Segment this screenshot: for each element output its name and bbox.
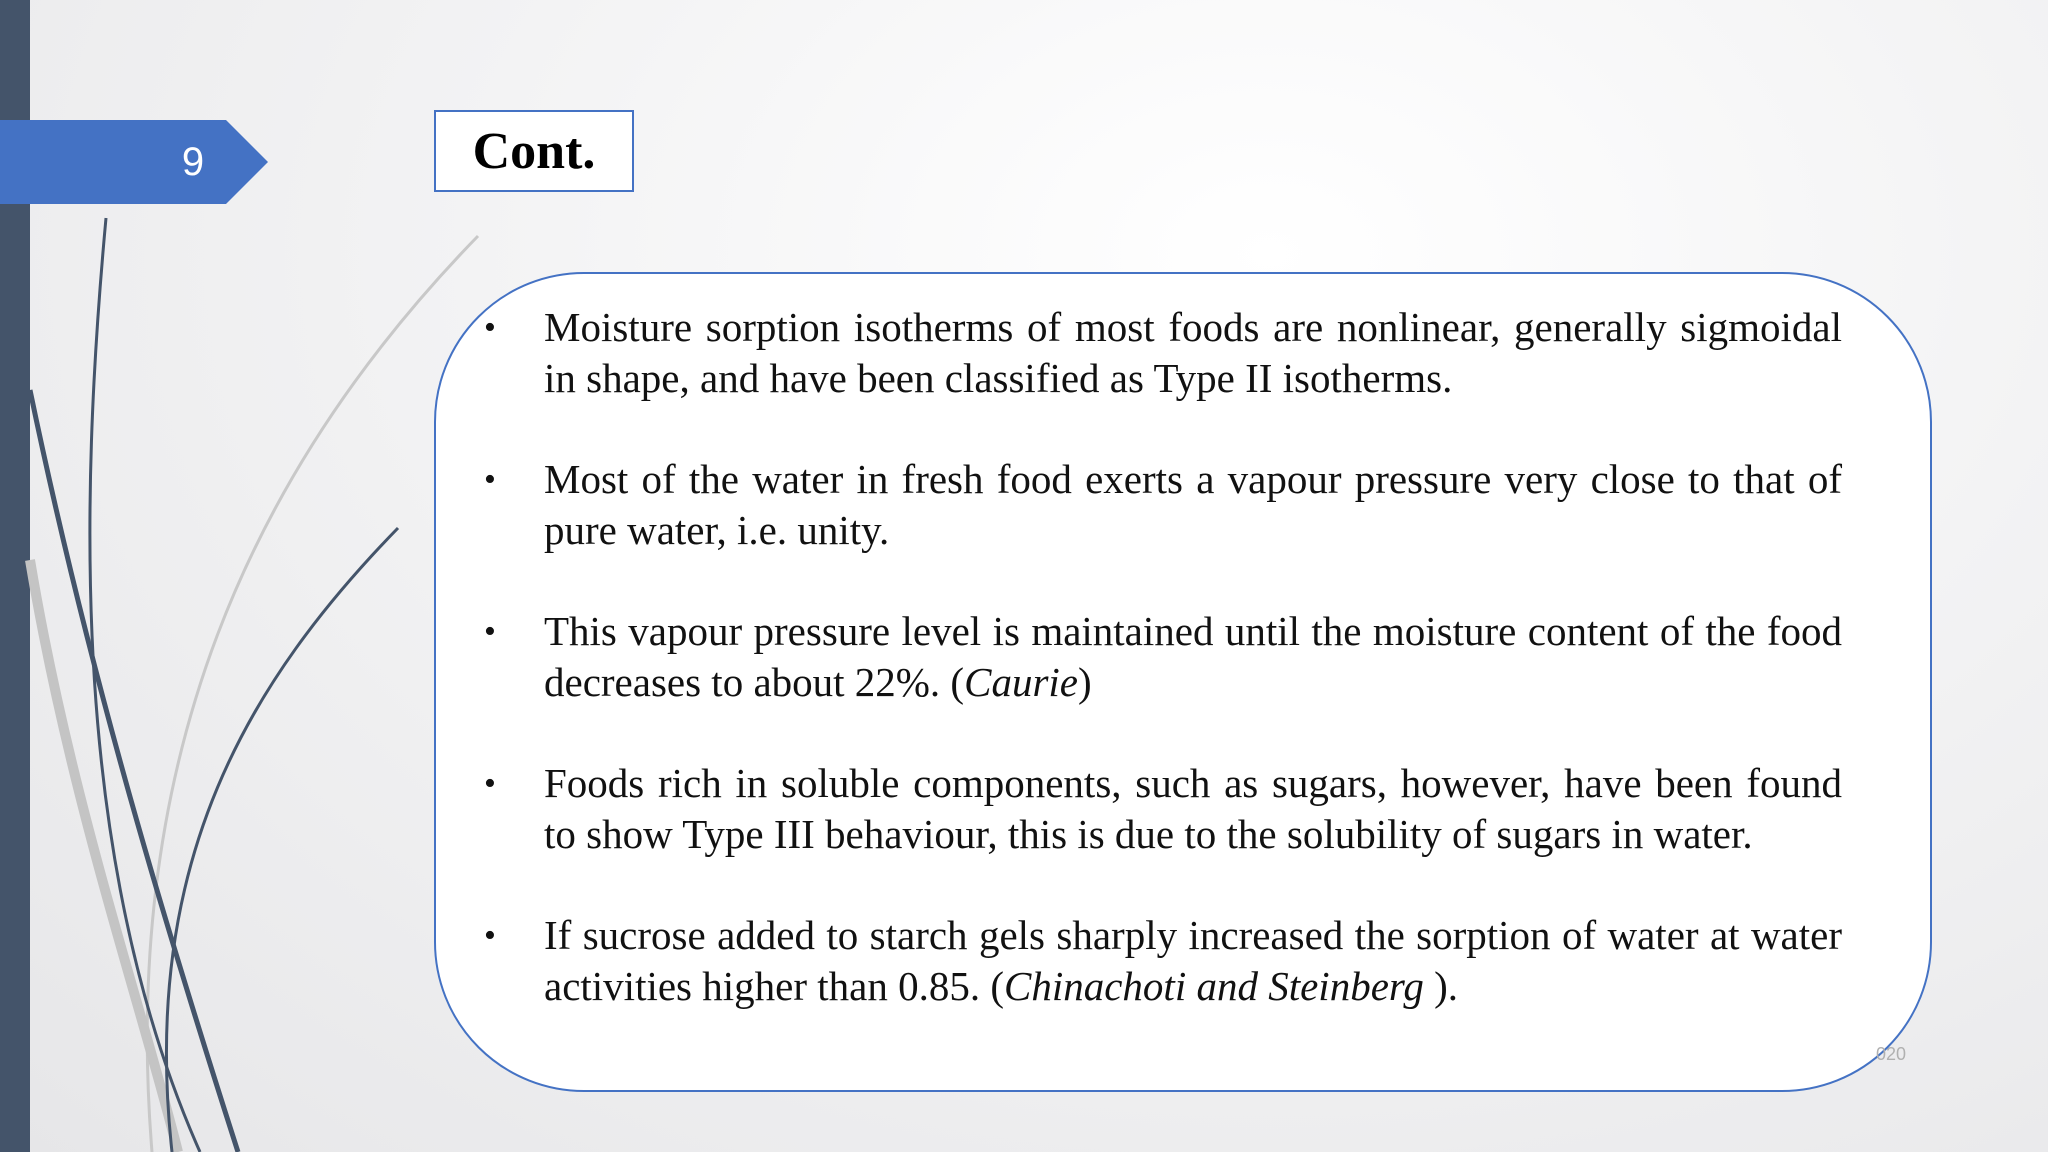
bullet-marker: •	[484, 765, 496, 802]
slide-title: Cont.	[472, 122, 596, 180]
decor-curve-gray-2	[30, 560, 178, 1152]
bullet-text: Foods rich in soluble components, such as sugars, however, have been found to show Type III behaviour, this is due to the solubility of sugars in water.	[544, 760, 1842, 857]
citation: Caurie	[964, 659, 1078, 705]
decor-curve-dark-3	[166, 528, 398, 1152]
bullet-text: Most of the water in fresh food exerts a vapour pressure very close to that of pure water, i.e. unity.	[544, 456, 1842, 553]
title-box	[434, 110, 634, 192]
citation-suffix: ).	[1423, 963, 1458, 1009]
footer-year: 020	[1876, 1044, 1907, 1064]
citation: Chinachoti and Steinberg	[1004, 963, 1424, 1009]
bullet-item-2	[484, 454, 1842, 556]
bullet-item-4	[484, 758, 1842, 860]
bullet-marker: •	[484, 309, 496, 346]
bullet-text: Moisture sorption isotherms of most foods are nonlinear, generally sigmoidal in shape, and have been classified as Type II isotherms.	[544, 304, 1842, 401]
decor-curve-dark-1	[90, 218, 200, 1152]
bullet-text: If sucrose added to starch gels sharply increased the sorption of water at water activities higher than 0.85. (	[544, 912, 1842, 1009]
slide-number: 9	[181, 140, 205, 184]
bullet-marker: •	[484, 461, 496, 498]
bullet-marker: •	[484, 917, 496, 954]
bullet-item-5	[484, 910, 1842, 1012]
bullet-item-1	[484, 302, 1842, 404]
citation-suffix: )	[1078, 659, 1092, 705]
bullet-text: This vapour pressure level is maintained until the moisture content of the food decreases to about 22%. (	[544, 608, 1842, 705]
content-box	[434, 272, 1932, 1092]
bullet-marker: •	[484, 613, 496, 650]
decor-curve-dark-2	[30, 390, 238, 1152]
bullet-item-3	[484, 606, 1842, 708]
bullet-list	[484, 302, 1842, 1062]
